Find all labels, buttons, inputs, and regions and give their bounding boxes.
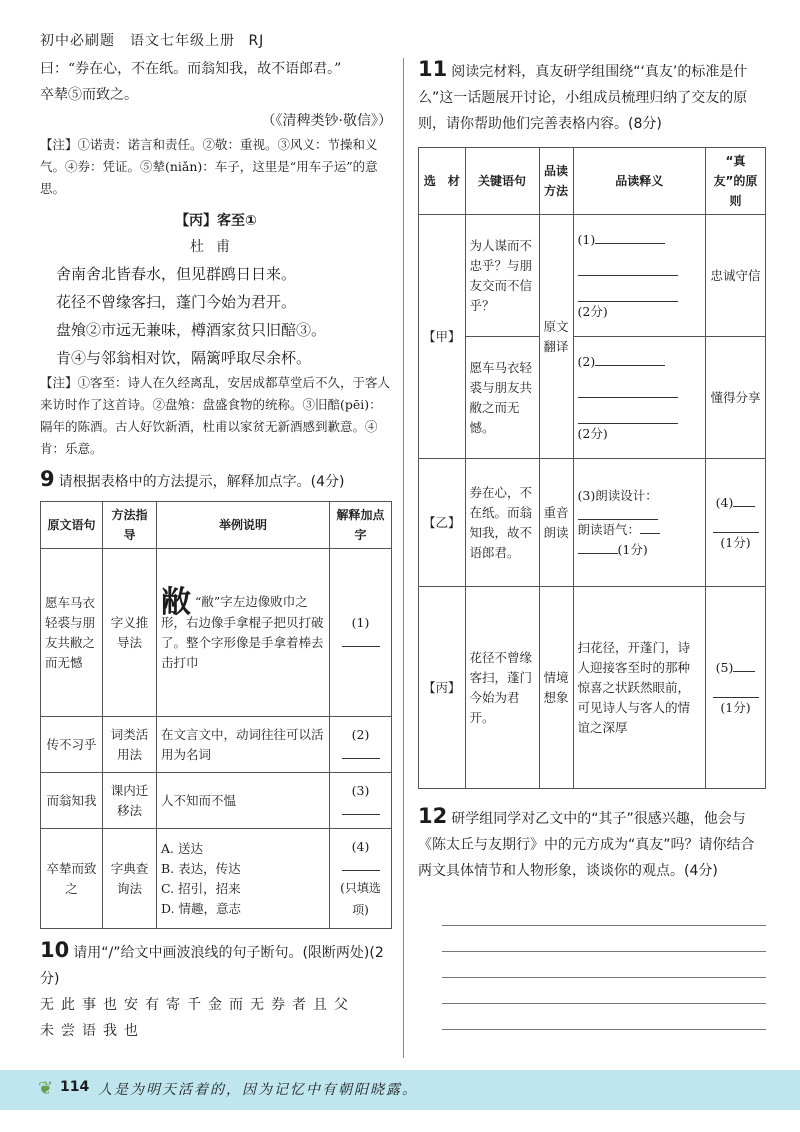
passage-notes: 【注】①诺责：诺言和责任。②敬：重视。③风义：节操和义气。④券：凭证。⑤辇(niǎn)：车子，这里是“用车子运”的意思。 [40, 137, 378, 196]
table-cell: 愿车马衣轻裘与朋友共敝之而无憾。 [465, 337, 539, 459]
question-number: 11 [418, 57, 448, 81]
passage-line: 卒辇⑤而致之。 [40, 87, 138, 103]
edition-label: RJ [248, 33, 265, 49]
table-header: 解释加点字 [330, 502, 392, 549]
score-label: (1分) [617, 541, 648, 557]
table-cell: 而翁知我 [41, 773, 103, 829]
answer-blank[interactable] [578, 288, 678, 302]
answer-blank[interactable] [578, 384, 678, 398]
score-label: (1分) [720, 534, 751, 550]
answer-blank[interactable] [595, 230, 665, 244]
answer-blank[interactable] [578, 540, 618, 554]
question-9 [40, 466, 392, 495]
table-header: “真友”的原则 [706, 148, 766, 215]
material-cell: 【乙】 [419, 459, 466, 587]
question-11 [418, 56, 766, 137]
book-title: 初中必刷题 语文七年级上册 [40, 33, 235, 49]
example-text: “敝”字左边像败巾之形，右边像手拿棍子把贝打破了。整个字形像是手拿着棒去击打巾 [161, 594, 324, 670]
answer-blank[interactable] [578, 410, 678, 424]
score-label: (2分) [577, 303, 608, 319]
answer-line[interactable] [442, 926, 766, 952]
passage-source: （《清稗类钞·敬信》） [261, 113, 392, 129]
answer-blank[interactable] [713, 519, 759, 533]
poem-line: 盘飧②市远无兼味，樽酒家贫只旧醅③。 [56, 321, 327, 339]
answer-label: (4) [715, 494, 734, 510]
material-cell: 【甲】 [419, 215, 466, 459]
answer-blank[interactable] [595, 352, 665, 366]
poem-line: 花径不曾缘客扫，蓬门今始为君开。 [56, 293, 297, 311]
answer-blank[interactable] [578, 506, 658, 520]
answer-blank[interactable] [640, 520, 660, 534]
poem-notes: 【注】①客至：诗人在久经离乱，安居成都草堂后不久，于客人来访时作了这首诗。②盘飧：盘盛食物的统称。③旧醅(pēi)：隔年的陈酒。古人好饮新酒，杜甫以家贫无新酒感到歉意。④肯：乐意。 [40, 375, 391, 456]
table-header: 品读释义 [573, 148, 705, 215]
question-number: 12 [418, 804, 448, 828]
question-text: 阅读完材料，真友研学组围绕“‘真友’的标准是什么”这一话题展开讨论，小组成员梳理归纳了交友的原则，请你帮助他们完善表格内容。(8分) [418, 64, 748, 132]
answer-cell[interactable] [573, 459, 705, 587]
table-cell: 券在心，不在纸。而翁知我，故不语郎君。 [465, 459, 539, 587]
option-item: C. 招引，招来 [161, 880, 241, 896]
table-row [41, 549, 392, 717]
answer-cell[interactable] [330, 549, 392, 717]
poem-line: 舍南舍北皆春水，但见群鸥日日来。 [56, 265, 297, 283]
table-cell: 字典查询法 [103, 829, 157, 929]
material-cell: 【丙】 [419, 587, 466, 789]
column-divider [403, 58, 404, 1058]
table-header: 原文语句 [41, 502, 103, 549]
method-table [40, 501, 392, 929]
table-cell: 卒辇而致之 [41, 829, 103, 929]
table-row [419, 215, 766, 337]
question-text: 请根据表格中的方法提示，解释加点字。(4分) [58, 474, 345, 490]
table-cell: 扫花径，开蓬门，诗人迎接客至时的那种惊喜之状跃然眼前，可见诗人与客人的情谊之深厚 [573, 587, 705, 789]
table-header: 举例说明 [157, 502, 330, 549]
answer-cell[interactable] [330, 717, 392, 773]
score-label: (2分) [577, 425, 608, 441]
table-cell: 字义推导法 [103, 549, 157, 717]
options-cell [157, 829, 330, 929]
answer-cell[interactable] [706, 459, 766, 587]
principle-cell: 懂得分享 [706, 337, 766, 459]
table-row [41, 717, 392, 773]
score-label: (1分) [720, 699, 751, 715]
table-cell: 传不习乎 [41, 717, 103, 773]
answer-cell[interactable] [330, 773, 392, 829]
answer-label: (1) [577, 231, 596, 247]
right-column [418, 56, 766, 1030]
table-cell: 课内迁移法 [103, 773, 157, 829]
page-number: 114 [60, 1079, 90, 1095]
table-cell [157, 549, 330, 717]
table-cell: 情境想象 [539, 587, 573, 789]
answer-label: 朗读语气： [577, 521, 641, 537]
table-row [419, 459, 766, 587]
table-header-row [41, 502, 392, 549]
question-10 [40, 937, 392, 992]
answer-blank[interactable] [342, 633, 380, 647]
answer-label: (5) [715, 659, 734, 675]
page-header [40, 30, 264, 50]
table-cell: 重音朗读 [539, 459, 573, 587]
answer-label: (1) [351, 614, 370, 630]
true-friend-table [418, 147, 766, 789]
answer-line[interactable] [442, 952, 766, 978]
table-header: 选 材 [419, 148, 466, 215]
table-row [41, 773, 392, 829]
table-cell: 愿车马衣轻裘与朋友共敝之而无憾 [41, 549, 103, 717]
question-12 [418, 803, 766, 884]
answer-blank[interactable] [342, 745, 380, 759]
question-number: 9 [40, 467, 55, 491]
answer-blank[interactable] [342, 857, 380, 871]
answer-line[interactable] [442, 1004, 766, 1030]
answer-label: (3)朗读设计： [577, 487, 658, 503]
question-text: 请用“/”给文中画波浪线的句子断句。(限断两处)(2分) [40, 945, 384, 987]
ancient-character-icon: 敝 [161, 584, 191, 620]
table-cell: 花径不曾缘客扫，蓬门今始为君开。 [465, 587, 539, 789]
question-number: 10 [40, 938, 70, 962]
table-row [419, 337, 766, 459]
answer-blank[interactable] [342, 801, 380, 815]
table-header: 方法指导 [103, 502, 157, 549]
poem-title: 【丙】客至① [175, 213, 257, 229]
answer-line[interactable] [442, 978, 766, 1004]
poem-author: 杜甫 [190, 239, 242, 255]
leaf-icon: ❦ [38, 1078, 54, 1099]
punctuation-sentence: 未尝语我也 [40, 1023, 145, 1039]
table-header: 品读方法 [539, 148, 573, 215]
table-cell: 为人谋而不忠乎？与朋友交而不信乎？ [465, 215, 539, 337]
question-text: 研学组同学对乙文中的“其子”很感兴趣，他会与《陈太丘与友期行》中的元方成为“真友”吗？请你结合两文具体情节和人物形象，谈谈你的观点。(4分) [418, 811, 755, 879]
answer-cell[interactable] [330, 829, 392, 929]
left-column [40, 56, 392, 1044]
table-cell: 在文言文中，动词往往可以活用为名词 [157, 717, 330, 773]
answer-label: (2) [351, 726, 370, 742]
answer-cell[interactable] [706, 587, 766, 789]
option-item: A. 送达 [161, 840, 203, 856]
answer-blank[interactable] [578, 262, 678, 276]
answer-line[interactable] [442, 900, 766, 926]
principle-cell: 忠诚守信 [706, 215, 766, 337]
table-cell: 词类活用法 [103, 717, 157, 773]
answer-note: (只填选项) [340, 880, 381, 917]
answer-blank[interactable] [733, 493, 755, 507]
answer-blank[interactable] [733, 658, 755, 672]
answer-label: (3) [351, 782, 370, 798]
table-cell: 原文翻译 [539, 215, 573, 459]
answer-label: (4) [351, 838, 370, 854]
table-row [41, 829, 392, 929]
answer-cell[interactable] [573, 337, 705, 459]
passage-line: 曰：“券在心，不在纸。而翁知我，故不语郎君。” [40, 61, 342, 77]
poem-line: 肯④与邻翁相对饮，隔篱呼取尽余杯。 [56, 349, 312, 367]
answer-label: (2) [577, 353, 596, 369]
table-cell: 人不知而不愠 [157, 773, 330, 829]
footer-quote: 人是为明天活着的，因为记忆中有朝阳晓露。 [98, 1082, 418, 1098]
punctuation-sentence: 无此事也安有寄千金而无券者且父 [40, 997, 355, 1013]
option-item: D. 情趣，意志 [161, 900, 242, 916]
table-header: 关键语句 [465, 148, 539, 215]
page-footer [0, 1070, 800, 1110]
answer-lines[interactable] [442, 900, 766, 1030]
table-header-row [419, 148, 766, 215]
option-item: B. 表达，传达 [161, 860, 241, 876]
answer-cell[interactable] [573, 215, 705, 337]
table-row [419, 587, 766, 789]
answer-blank[interactable] [713, 684, 759, 698]
